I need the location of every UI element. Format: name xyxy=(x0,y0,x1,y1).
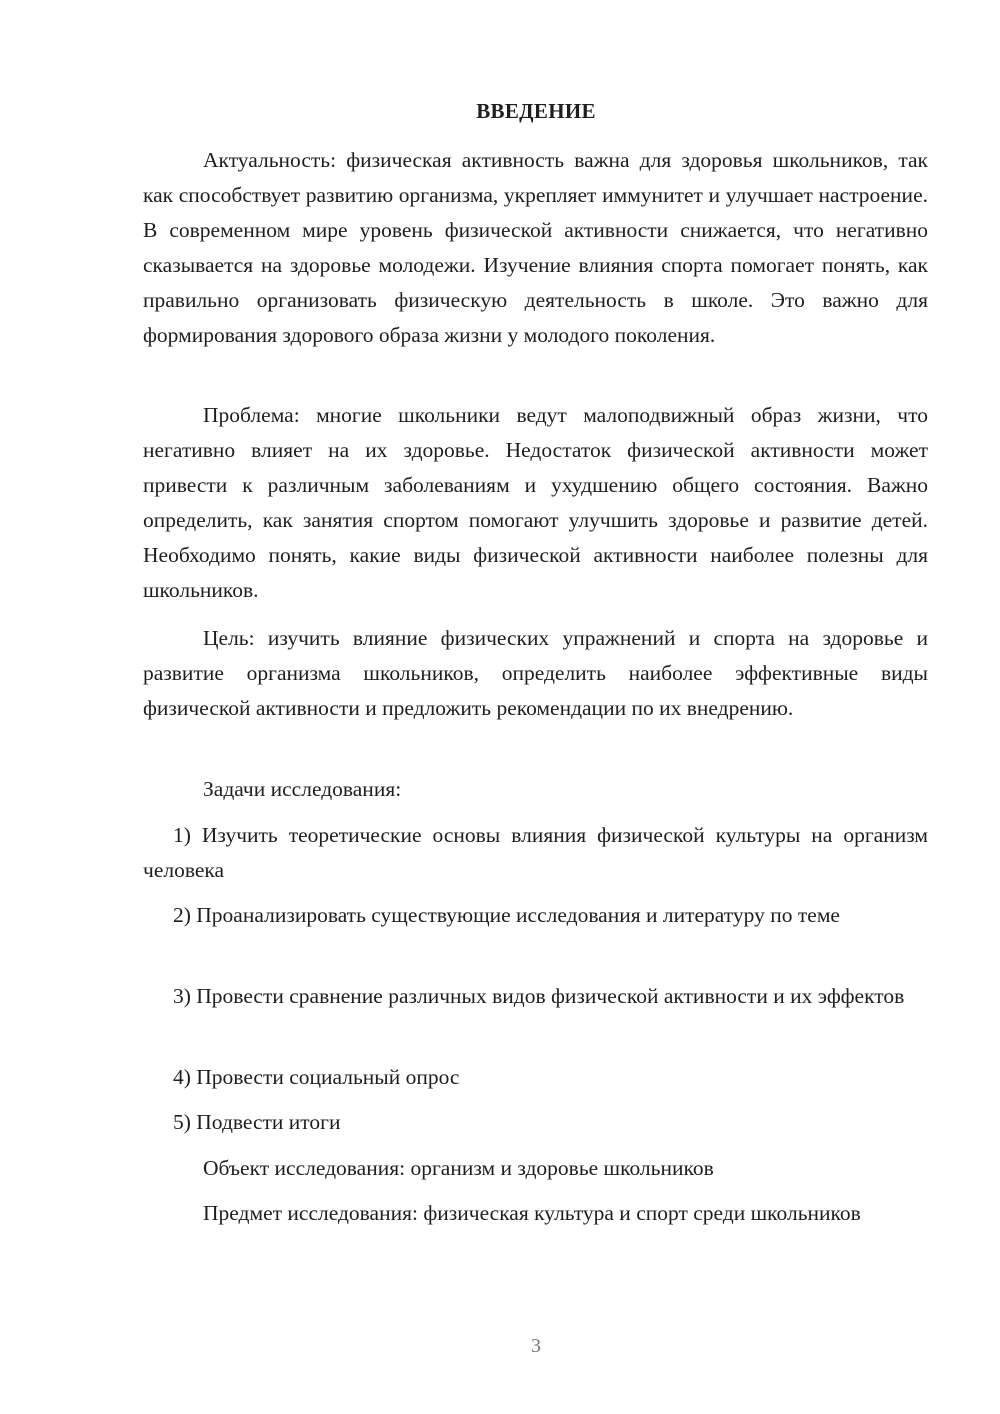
paragraph-object: Объект исследования: организм и здоровье школьников xyxy=(203,1156,714,1180)
section-heading: ВВЕДЕНИЕ xyxy=(476,99,596,123)
paragraph-subject: Предмет исследования: физическая культура и спорт среди школьников xyxy=(203,1201,861,1225)
page-number: 3 xyxy=(531,1335,541,1357)
task-item-2: 2) Проанализировать существующие исследования и литературу по теме xyxy=(173,903,840,927)
paragraph-relevance: Актуальность: физическая активность важна для здоровья школьников, так как способствует развитию организма, укрепляет иммунитет и улучшает настроение. В современном мире уровень физической активности снижается, что негативно сказывается на здоровье молодежи. Изучение влияния спорта помогает понять, как правильно организовать физическую деятельность в школе. Это важно для формирования здорового образа жизни у молодого поколения. xyxy=(143,148,928,347)
task-item-1: 1) Изучить теоретические основы влияния физической культуры на организм человека xyxy=(143,823,928,882)
tasks-heading: Задачи исследования: xyxy=(203,777,402,801)
task-item-4: 4) Провести социальный опрос xyxy=(173,1065,460,1089)
paragraph-problem: Проблема: многие школьники ведут малоподвижный образ жизни, что негативно влияет на их здоровье. Недостаток физической активности может привести к различным заболеваниям и ухудшению общего состояния. Важно определить, как занятия спортом помогают улучшить здоровье и развитие детей. Необходимо понять, какие виды физической активности наиболее полезны для школьников. xyxy=(143,403,928,602)
task-item-3: 3) Провести сравнение различных видов физической активности и их эффектов xyxy=(173,984,905,1008)
task-item-5: 5) Подвести итоги xyxy=(173,1110,341,1134)
paragraph-goal: Цель: изучить влияние физических упражнений и спорта на здоровье и развитие организма школьников, определить наиболее эффективные виды физической активности и предложить рекомендации по их внедрению. xyxy=(143,626,928,720)
